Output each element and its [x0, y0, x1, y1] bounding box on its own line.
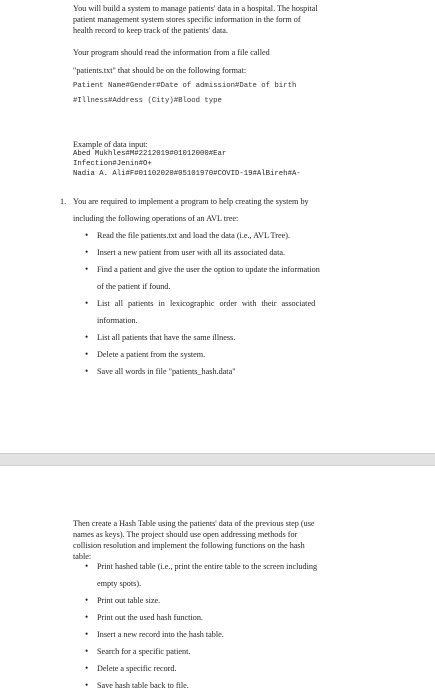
list-item-text: Print hashed table (i.e., print the entire table to the screen including: [97, 562, 318, 571]
bullet-icon: •: [85, 332, 89, 342]
hash-intro-line: table:: [73, 552, 92, 561]
bullet-icon: •: [85, 349, 89, 359]
read-line: "patients.txt" that should be on the following format:: [73, 66, 247, 75]
bullet-icon: •: [85, 646, 89, 656]
bullet-icon: •: [85, 663, 89, 673]
list-item-text: Print out table size.: [97, 596, 161, 605]
hash-intro-paragraph: [73, 518, 373, 562]
hash-intro-line: names as keys). The project should use open addressing methods for: [73, 530, 298, 539]
list-item-text: Print out the used hash function.: [97, 613, 203, 622]
list-item-text: Save all words in file "patients_hash.data": [97, 367, 236, 376]
format-line: Patient Name#Gender#Date of admission#Date of birth: [73, 82, 297, 90]
list-item-text: Delete a patient from the system.: [97, 350, 206, 359]
intro-paragraph: [73, 3, 373, 36]
list-item-text: Read the file patients.txt and load the data (i.e., AVL Tree).: [97, 231, 291, 240]
bullet-icon: •: [85, 595, 89, 605]
intro-line: health record to keep track of the patients' data.: [73, 26, 228, 35]
page-separator: [0, 453, 435, 466]
example-line: Infection#Jenin#O+: [73, 160, 152, 168]
read-line: Your program should read the information from a file called: [73, 48, 270, 57]
bullet-icon: •: [85, 247, 89, 257]
list-item-text: of the patient if found.: [97, 282, 171, 291]
bullet-icon: •: [85, 230, 89, 240]
hash-intro-line: collision resolution and implement the following functions on the hash: [73, 541, 305, 550]
list-item-text: Delete a specific record.: [97, 664, 177, 673]
list-item-text: Save hash table back to file.: [97, 681, 189, 690]
list-item-text: information.: [97, 316, 138, 325]
list-item-text: empty spots).: [97, 579, 142, 588]
hash-intro-line: Then create a Hash Table using the patients' data of the previous step (use: [73, 519, 315, 528]
task-number: 1.: [60, 197, 67, 206]
read-paragraph-2: [73, 65, 373, 76]
bullet-icon: •: [85, 629, 89, 639]
bullet-icon: •: [85, 366, 89, 376]
list-item-text: Insert a new patient from user with all its associated data.: [97, 248, 286, 257]
example-line: Abed Mukhles#M#2212019#01012000#Ear: [73, 150, 227, 158]
list-item-text: List all patients in lexicographic order with their associated: [97, 299, 316, 308]
intro-line: patient management system stores specific information in the form of: [73, 15, 301, 24]
read-paragraph: [73, 47, 373, 58]
task-line: including the following operations of an AVL tree:: [73, 214, 239, 223]
list-item-text: Search for a specific patient.: [97, 647, 191, 656]
list-item-text: Insert a new record into the hash table.: [97, 630, 224, 639]
bullet-icon: •: [85, 561, 89, 571]
list-item-text: Find a patient and give the user the option to update the information: [97, 265, 320, 274]
example-line: Nadia A. Ali#F#01102020#05101970#COVID-19#AlBireh#A-: [73, 170, 301, 178]
list-item-text: List all patients that have the same illness.: [97, 333, 236, 342]
bullet-icon: •: [85, 612, 89, 622]
bullet-icon: •: [85, 680, 89, 690]
bullet-icon: •: [85, 264, 89, 274]
format-line: #Illness#Address (City)#Blood type: [73, 97, 222, 105]
example-label: Example of data input:: [73, 140, 148, 149]
task-line: You are required to implement a program to help creating the system by: [73, 197, 309, 206]
intro-line: You will build a system to manage patients' data in a hospital. The hospital: [73, 4, 318, 13]
document-page-2: [0, 466, 435, 700]
bullet-icon: •: [85, 298, 89, 308]
